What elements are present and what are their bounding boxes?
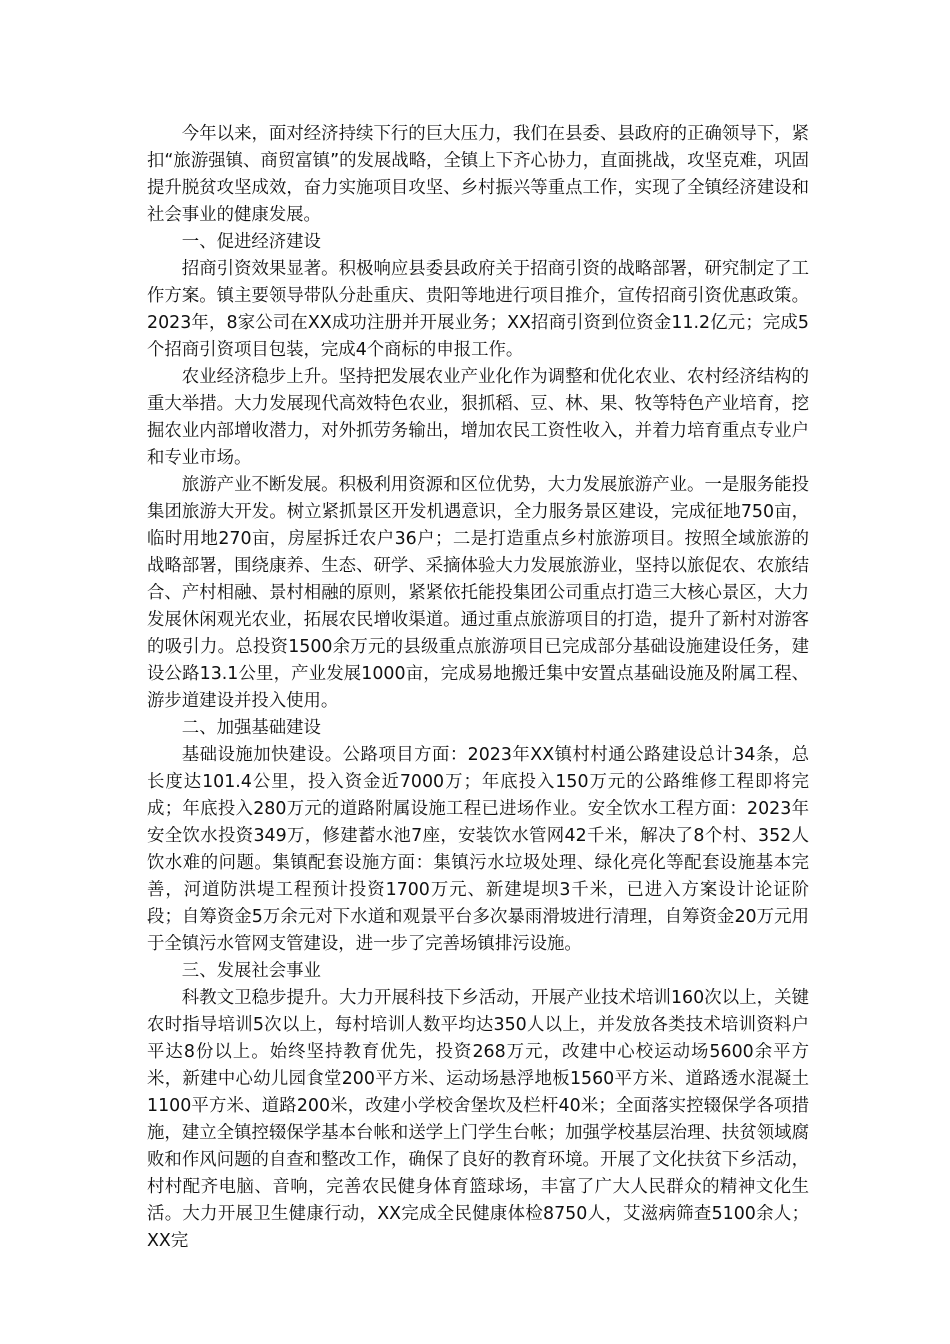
paragraph-education-health: 科教文卫稳步提升。大力开展科技下乡活动，开展产业技术培训160次以上，关键农时指导培训5次以上，每村培训人数平均达350人以上，并发放各类技术培训资料户平达8份以上。始终坚持教育优先，投资268万元，改建中心校运动场5600余平方米，新建中心幼儿园食堂200平方米、运动场悬浮地板1560平方米、道路透水混凝土1100平方米、道路200米，改建小学校舍堡坎及栏杆40米；全面落实控辍保学各项措施，建立全镇控辍保学基本台帐和送学上门学生台帐；加强学校基层治理、扶贫领域腐败和作风问题的自查和整改工作，确保了良好的教育环境。开展了文化扶贫下乡活动，村村配齐电脑、音响，完善农民健身体育篮球场，丰富了广大人民群众的精神文化生活。大力开展卫生健康行动，XX完成全民健康体检8750人，艾滋病筛查5100余人；XX完	[147, 988, 809, 1251]
paragraph-tourism: 旅游产业不断发展。积极利用资源和区位优势，大力发展旅游产业。一是服务能投集团旅游大开发。树立紧抓景区开发机遇意识，全力服务景区建设，完成征地750亩，临时用地270亩，房屋拆迁农户36户；二是打造重点乡村旅游项目。按照全域旅游的战略部署，围绕康养、生态、研学、采摘体验大力发展旅游业，坚持以旅促农、农旅结合、产村相融、景村相融的原则，紧紧依托能投集团公司重点打造三大核心景区，大力发展休闲观光农业，拓展农民增收渠道。通过重点旅游项目的打造，提升了新村对游客的吸引力。总投资1500余万元的县级重点旅游项目已完成部分基础设施建设任务，建设公路13.1公里，产业发展1000亩，完成易地搬迁集中安置点基础设施及附属工程、游步道建设并投入使用。	[147, 475, 809, 711]
section-heading-social: 三、发展社会事业	[181, 961, 321, 981]
intro-paragraph: 今年以来，面对经济持续下行的巨大压力，我们在县委、县政府的正确领导下，紧扣“旅游强镇、商贸富镇”的发展战略，全镇上下齐心协力，直面挑战，攻坚克难，巩固提升脱贫攻坚成效，奋力实施项目攻坚、乡村振兴等重点工作，实现了全镇经济建设和社会事业的健康发展。	[147, 124, 809, 225]
paragraph-agriculture: 农业经济稳步上升。坚持把发展农业产业化作为调整和优化农业、农村经济结构的重大举措。大力发展现代高效特色农业，狠抓稻、豆、林、果、牧等特色产业培育，挖掘农业内部增收潜力，对外抓劳务输出，增加农民工资性收入，并着力培育重点专业户和专业市场。	[147, 367, 809, 468]
section-heading-economy: 一、促进经济建设	[181, 232, 321, 252]
section-heading-infrastructure: 二、加强基础建设	[181, 718, 321, 738]
paragraph-investment: 招商引资效果显著。积极响应县委县政府关于招商引资的战略部署，研究制定了工作方案。镇主要领导带队分赴重庆、贵阳等地进行项目推介，宣传招商引资优惠政策。2023年，8家公司在XX成功注册并开展业务；XX招商引资到位资金11.2亿元；完成5个招商引资项目包装，完成4个商标的申报工作。	[147, 259, 809, 360]
paragraph-infrastructure: 基础设施加快建设。公路项目方面：2023年XX镇村村通公路建设总计34条，总长度达101.4公里，投入资金近7000万；年底投入150万元的公路维修工程即将完成；年底投入280万元的道路附属设施工程已进场作业。安全饮水工程方面：2023年安全饮水投资349万，修建蓄水池7座，安装饮水管网42千米，解决了8个村、352人饮水难的问题。集镇配套设施方面：集镇污水垃圾处理、绿化亮化等配套设施基本完善，河道防洪堤工程预计投资1700万元、新建堤坝3千米，已进入方案设计论证阶段；自筹资金5万余元对下水道和观景平台多次暴雨滑坡进行清理，自筹资金20万元用于全镇污水管网支管建设，进一步了完善场镇排污设施。	[147, 745, 809, 954]
document-page	[147, 121, 809, 1255]
